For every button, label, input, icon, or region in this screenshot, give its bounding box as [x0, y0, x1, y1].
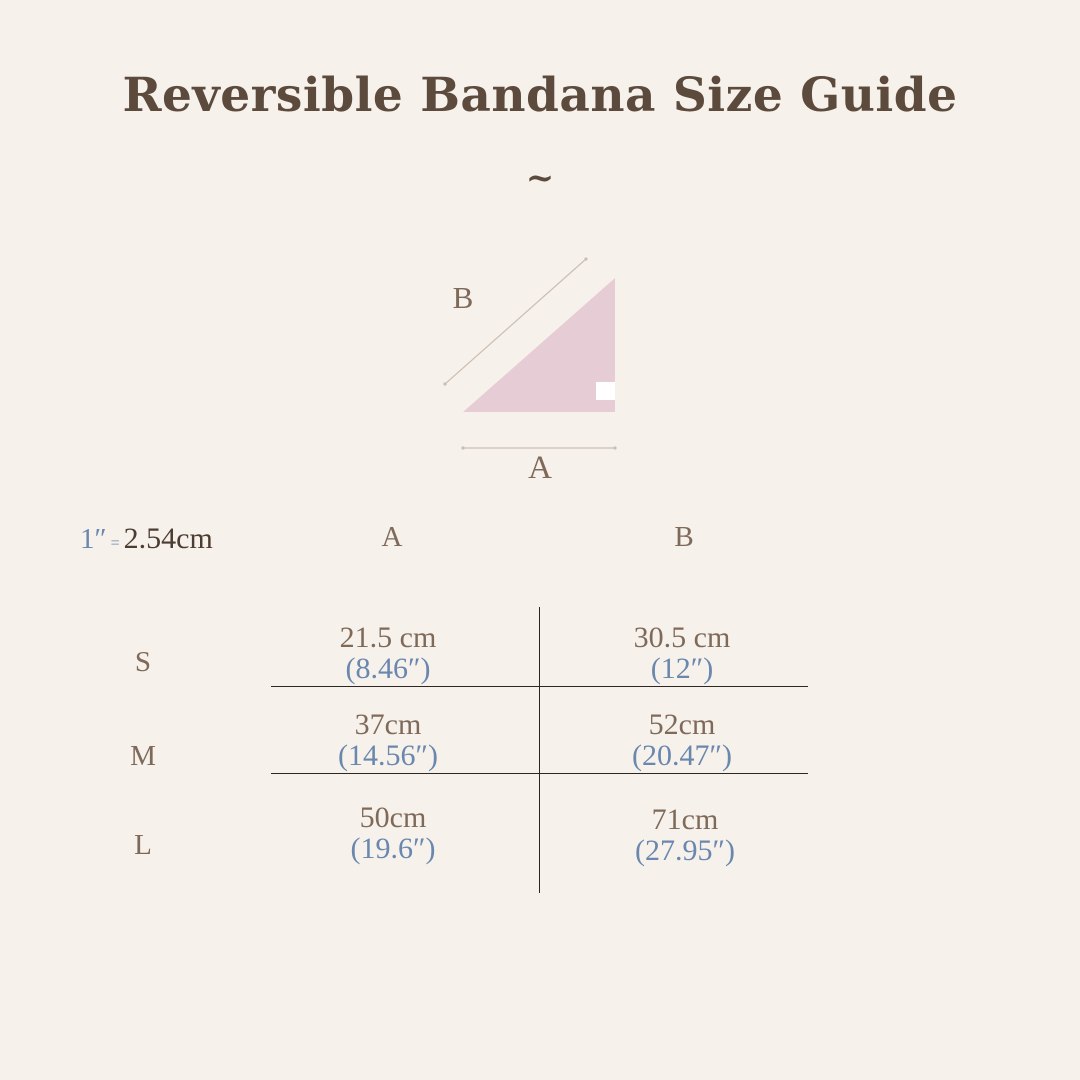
cell-inch-value: (8.46″): [345, 652, 431, 685]
table-vertical-divider: [539, 607, 540, 893]
right-angle-marker: [596, 382, 615, 400]
size-label-l: L: [134, 829, 152, 861]
cell-inch-value: (19.6″): [350, 832, 436, 865]
bandana-triangle: [463, 278, 615, 412]
table-cell-s-b: [572, 622, 792, 684]
table-row-divider: [271, 686, 808, 687]
cell-inch-value: (20.47″): [632, 739, 732, 772]
conversion-equals: =: [110, 535, 120, 553]
table-cell-s-a: [278, 622, 498, 684]
conversion-cm: 2.54cm: [123, 522, 213, 555]
cell-cm-value: 52cm: [648, 708, 716, 741]
column-header-a: A: [381, 521, 403, 553]
cell-inch-value: (12″): [650, 652, 714, 685]
unit-conversion-note: [80, 522, 213, 556]
cell-inch-value: (14.56″): [338, 739, 438, 772]
cell-cm-value: 21.5 cm: [339, 621, 437, 654]
table-cell-l-b: [575, 804, 795, 866]
table-cell-m-b: [572, 709, 792, 771]
size-label-m: M: [130, 740, 156, 772]
cell-cm-value: 37cm: [354, 708, 422, 741]
title-divider: ~: [525, 158, 555, 198]
cell-cm-value: 71cm: [651, 803, 719, 836]
column-header-b: B: [674, 521, 694, 553]
diagram-label-a: A: [528, 450, 552, 486]
cell-inch-value: (27.95″): [635, 834, 735, 867]
dimension-line-b-end: [443, 382, 446, 385]
dimension-line-b-start: [584, 257, 587, 260]
conversion-inch: 1″: [80, 523, 107, 555]
table-cell-m-a: [278, 709, 498, 771]
table-cell-l-a: [283, 802, 503, 864]
cell-cm-value: 30.5 cm: [633, 621, 731, 654]
diagram-label-b: B: [452, 280, 474, 315]
size-label-s: S: [134, 646, 152, 678]
page-title: Reversible Bandana Size Guide: [122, 68, 958, 123]
dimension-line-a-end: [613, 446, 616, 449]
cell-cm-value: 50cm: [359, 801, 427, 834]
dimension-line-a-start: [461, 446, 464, 449]
table-row-divider: [271, 773, 808, 774]
